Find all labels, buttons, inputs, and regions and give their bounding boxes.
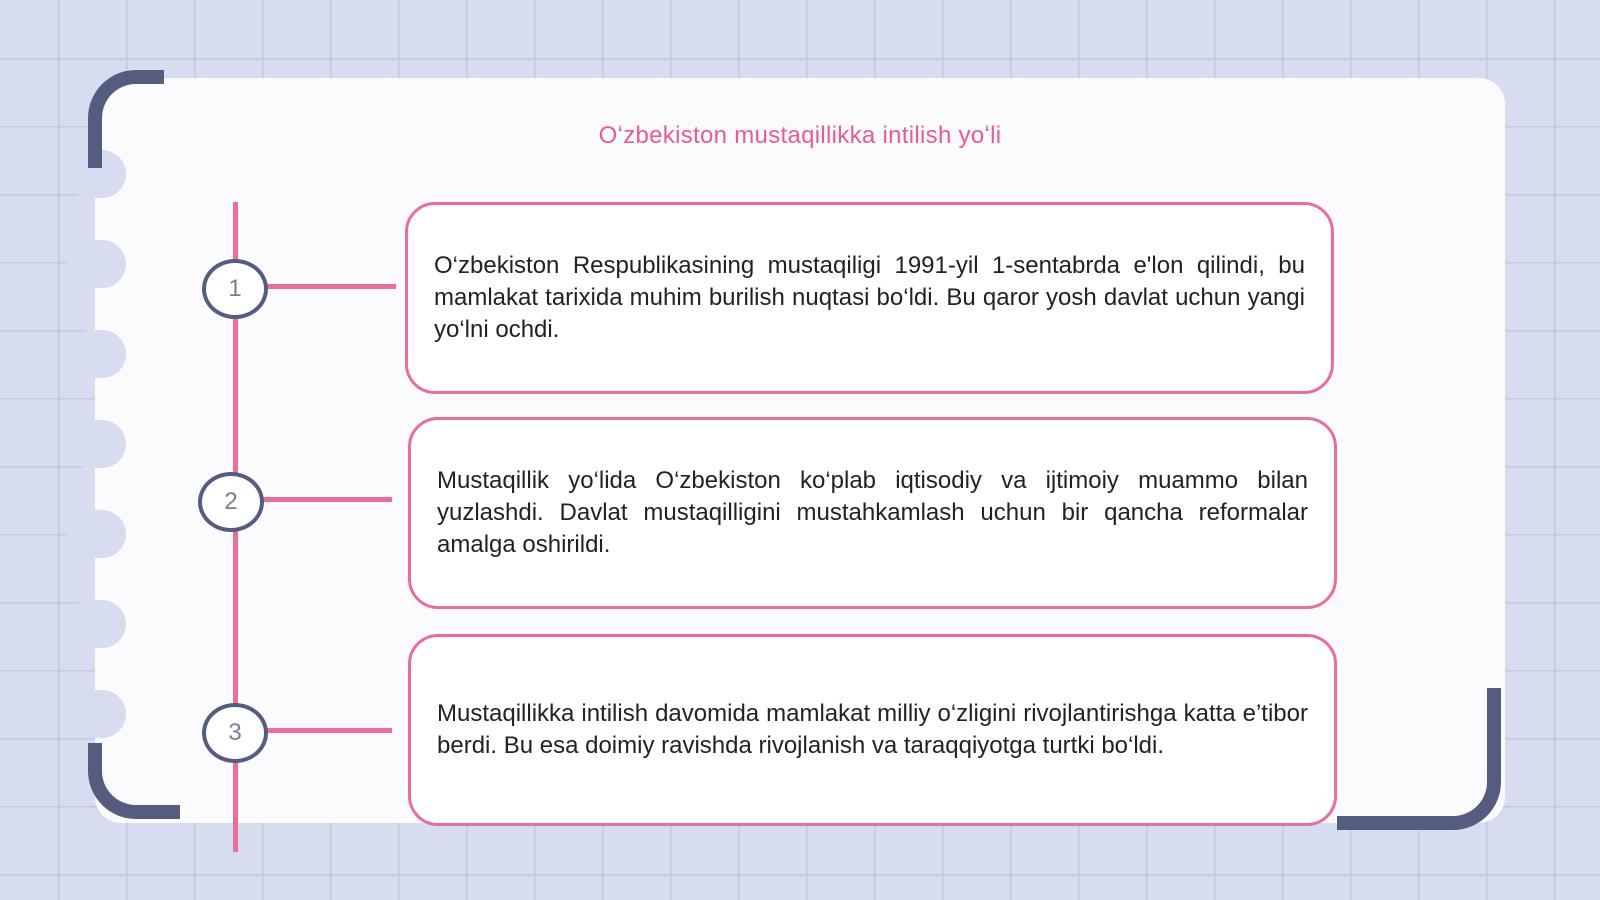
- timeline-connector-3: [266, 728, 392, 733]
- timeline-card-3: [408, 634, 1337, 826]
- timeline-card-text: Mustaqillikka intilish davomida mamlakat milliy o‘zligini rivojlantirishga katta e’tibor berdi. Bu esa doimiy ravishda rivojlanish va taraqqiyotga turtki bo‘ldi.: [437, 700, 1308, 759]
- corner-bracket-bottom-right: [1337, 688, 1501, 830]
- timeline-connector-2: [262, 497, 392, 502]
- corner-bracket-top-left: [88, 70, 164, 168]
- timeline-marker-1: 1: [202, 259, 268, 319]
- timeline-card-1: [405, 202, 1334, 394]
- timeline-card-2: [408, 417, 1337, 609]
- timeline-connector-1: [266, 284, 396, 289]
- timeline-card-text: O‘zbekiston Respublikasining mustaqiligi 1991-yil 1-sentabrda e'lon qilindi, bu mamlakat tarixida muhim burilish nuqtasi bo‘ldi. Bu qaror yosh davlat uchun yangi yo‘lni ochdi.: [434, 252, 1305, 343]
- notebook-notch: [66, 690, 126, 738]
- notebook-notch: [66, 510, 126, 558]
- page-title: Oʻzbekiston mustaqillikka intilish yoʻli: [598, 122, 1002, 149]
- timeline-card-text: Mustaqillik yo‘lida O‘zbekiston ko‘plab iqtisodiy va ijtimoiy muammo bilan yuzlashdi. Davlat mustaqilligini mustahkamlash uchun bir qancha reformalar amalga oshirildi.: [437, 467, 1308, 558]
- notebook-notch: [66, 420, 126, 468]
- notebook-notch: [66, 600, 126, 648]
- timeline-marker-2: 2: [198, 472, 264, 532]
- timeline-marker-3: 3: [202, 703, 268, 763]
- notebook-notch: [66, 240, 126, 288]
- notebook-notch: [66, 330, 126, 378]
